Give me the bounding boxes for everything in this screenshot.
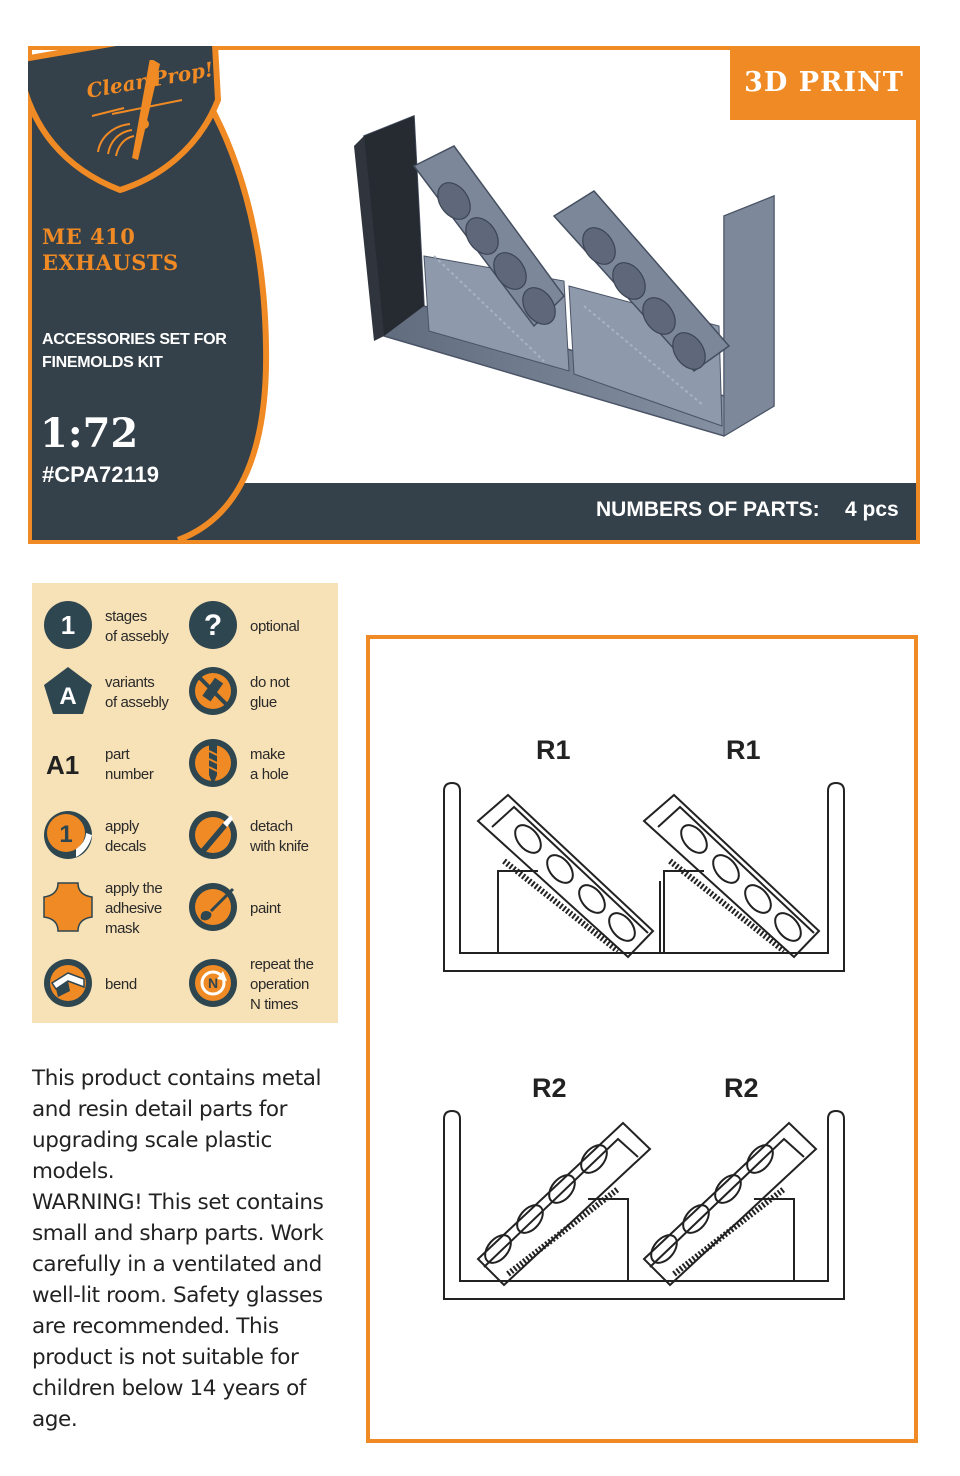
catalog-number: #CPA72119	[42, 462, 160, 487]
legend-item-mask	[32, 875, 182, 935]
assembly-diagram-panel	[366, 635, 918, 1443]
legend-label: part number	[105, 746, 154, 783]
legend-label: optional	[250, 618, 300, 635]
legend-label: apply the adhesive mask	[105, 880, 163, 937]
legend-label: repeat the operation N times	[250, 956, 314, 1013]
paint-brush-icon	[187, 881, 239, 933]
number-circle-icon	[42, 599, 94, 651]
legend-item-decals	[32, 803, 182, 863]
legend-label: detach with knife	[250, 818, 309, 855]
print-badge: 3D PRINT	[730, 46, 918, 120]
drill-icon	[187, 737, 239, 789]
part-label-r2-right: R2	[724, 1073, 759, 1103]
legend-label: bend	[105, 976, 137, 993]
legend-item-repeat	[177, 951, 327, 1011]
no-glue-icon	[187, 665, 239, 717]
legend-item-stages	[32, 593, 182, 653]
legend-item-variants	[32, 659, 182, 719]
exhaust-render-image	[344, 106, 784, 446]
product-title	[42, 224, 242, 276]
safety-notice	[32, 1063, 342, 1435]
svg-text:A1: A1	[46, 750, 80, 780]
legend-item-make-hole	[177, 731, 327, 791]
pentagon-variant-icon	[42, 665, 94, 717]
legend-item-optional	[177, 593, 327, 653]
brand-text: Clear Prop!	[84, 60, 216, 103]
part-label-r2-left: R2	[532, 1073, 567, 1103]
legend-label: do not glue	[250, 674, 290, 711]
part-label-r1-right: R1	[726, 735, 761, 765]
svg-text:N: N	[207, 975, 219, 991]
header-card	[28, 46, 920, 544]
repeat-icon	[187, 957, 239, 1009]
product-title-line2: EXHAUSTS	[42, 250, 179, 275]
legend-label: make a hole	[250, 746, 289, 783]
propeller-icon	[52, 60, 242, 180]
question-circle-icon	[187, 599, 239, 651]
product-subtitle-line1: ACCESSORIES SET FOR	[42, 331, 227, 348]
part-label-r1-left: R1	[536, 735, 571, 765]
product-subtitle	[42, 328, 252, 374]
bend-icon	[42, 957, 94, 1009]
legend-item-paint	[177, 875, 327, 935]
mask-icon	[42, 881, 94, 933]
legend-item-knife	[177, 803, 327, 863]
decal-icon	[42, 809, 94, 861]
brand-logo	[52, 60, 242, 180]
svg-text:A: A	[59, 683, 77, 710]
svg-text:1: 1	[60, 610, 76, 640]
svg-text:?: ?	[203, 609, 223, 642]
symbol-legend	[32, 583, 338, 1023]
warning-text: WARNING! This set contains small and sharp parts. Work carefully in a ventilated and well-lit room. Safety glasses are recommended. This product is not suitable for children below 14 years of age.	[32, 1190, 324, 1432]
parts-count-label: NUMBERS OF PARTS:	[596, 498, 820, 521]
svg-text:1: 1	[59, 821, 73, 848]
legend-label: stages of assebly	[105, 608, 169, 645]
product-render	[344, 106, 784, 446]
knife-icon	[187, 809, 239, 861]
legend-label: paint	[250, 900, 281, 917]
legend-label: apply decals	[105, 818, 146, 855]
product-subtitle-line2: FINEMOLDS KIT	[42, 354, 163, 371]
product-description: This product contains metal and resin detail parts for upgrading scale plastic models.	[32, 1066, 322, 1184]
legend-label: variants of assebly	[105, 674, 169, 711]
assembly-drawing-r2	[438, 1109, 850, 1309]
legend-item-bend	[32, 951, 182, 1011]
product-title-line1: ME 410	[42, 224, 136, 249]
part-number-icon	[42, 737, 94, 789]
legend-item-no-glue	[177, 659, 327, 719]
assembly-drawing-r1	[438, 781, 850, 981]
legend-item-part-number	[32, 731, 182, 791]
parts-count-value: 4 pcs	[845, 498, 899, 521]
scale-text: 1:72	[40, 410, 139, 457]
